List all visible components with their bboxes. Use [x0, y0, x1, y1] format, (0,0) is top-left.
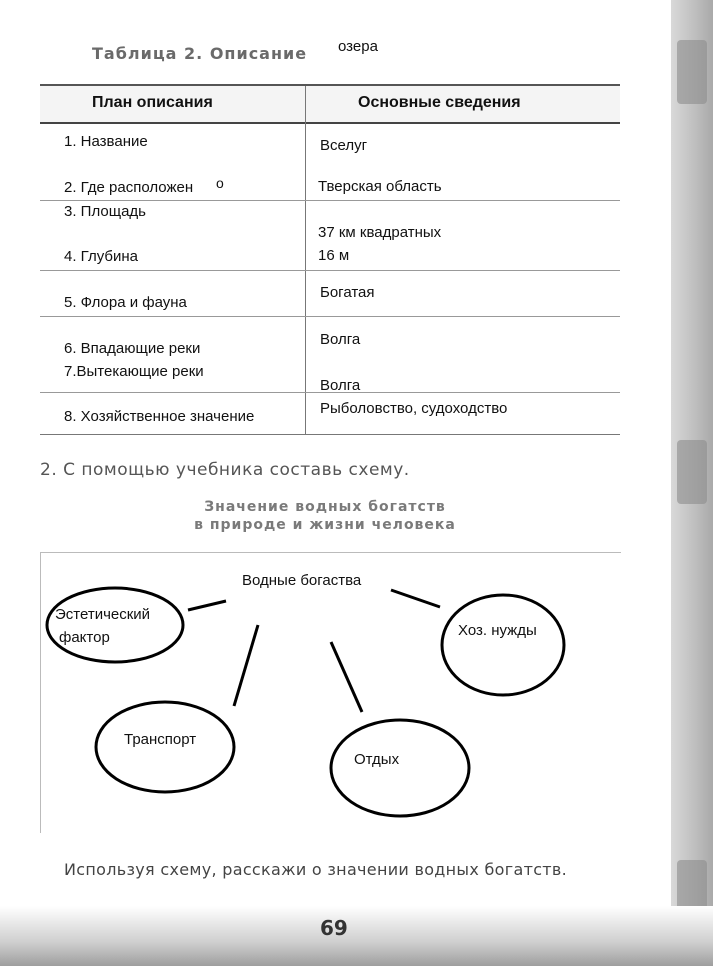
info-cell: Волга: [320, 331, 361, 348]
info-cell: Тверская область: [318, 178, 442, 195]
info-cell: Волга: [320, 377, 361, 394]
footer-instruction: Используя схему, расскажи о значении водных богатств.: [64, 860, 568, 879]
info-cell: 16 м: [318, 247, 350, 264]
node-transport-label: Транспорт: [124, 731, 197, 748]
plan-cell: 4. Глубина: [64, 248, 138, 265]
node-rest-circle: [331, 720, 469, 816]
table-title: Таблица 2. Описание: [92, 44, 308, 63]
table-title-suffix: озера: [338, 38, 378, 55]
info-cell: Богатая: [320, 284, 375, 301]
plan-cell: 5. Флора и фауна: [64, 294, 187, 311]
header-plan: План описания: [92, 94, 213, 111]
scheme-center-label: Водные богаства: [242, 572, 362, 589]
node-rest-label: Отдых: [354, 751, 400, 768]
plan-cell: 2. Где расположен: [64, 179, 194, 196]
node-household-circle: [442, 595, 564, 695]
link-to-household: [391, 590, 440, 607]
stray-mark: о: [216, 175, 224, 191]
scheme-title-line: в природе и жизни человека: [194, 517, 456, 533]
link-to-rest: [331, 642, 362, 712]
scheme-title-line: Значение водных богатств: [204, 499, 446, 515]
node-aesthetic-label-line1: Эстетический: [55, 606, 151, 623]
info-cell: Рыболовство, судоходство: [320, 400, 508, 417]
plan-cell: 7.Вытекающие реки: [64, 363, 204, 380]
info-cell: Вселуг: [320, 137, 368, 154]
node-aesthetic-circle: [47, 588, 183, 662]
header-info: Основные сведения: [358, 94, 521, 111]
plan-cell: 6. Впадающие реки: [64, 340, 201, 357]
link-to-aesthetic: [188, 601, 226, 610]
link-to-transport: [234, 625, 258, 706]
plan-cell: 8. Хозяйственное значение: [64, 408, 255, 425]
plan-cell: 3. Площадь: [64, 203, 146, 220]
info-cell: 37 км квадратных: [318, 224, 442, 241]
page-number: 69: [320, 916, 348, 940]
task-heading: 2. С помощью учебника составь схему.: [40, 460, 410, 480]
plan-cell: 1. Название: [64, 133, 148, 150]
node-household-label: Хоз. нужды: [458, 622, 537, 639]
node-aesthetic-label-line2: фактор: [59, 629, 110, 646]
